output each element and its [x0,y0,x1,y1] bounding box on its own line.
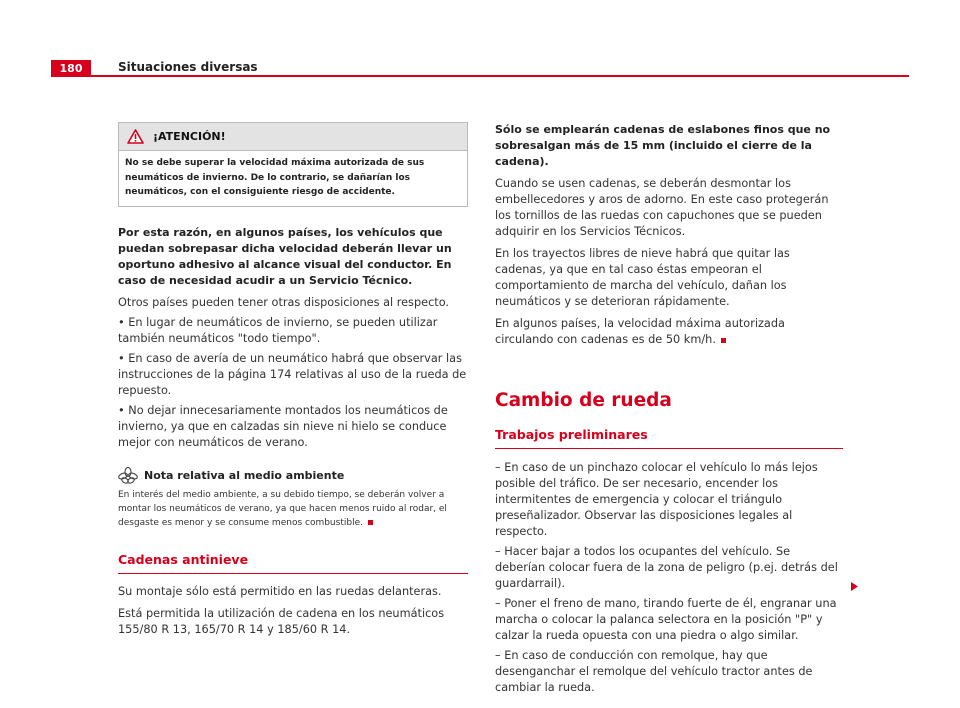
preliminary-heading-rule [495,448,843,449]
end-marker-icon [721,338,726,343]
next-page-arrow-icon [850,577,859,596]
warning-header [119,123,467,151]
step-puncture: – En caso de un pinchazo colocar el vehículo lo más lejos posible del tráfico. De ser necesario, encender los intermitentes de emergencia y colocar el triángulo preseñalizador. Observar las disposiciones legales al respecto. [495,461,818,538]
header-rule [51,75,909,77]
step-trailer: – En caso de conducción con remolque, hay que desenganchar el remolque del vehículo tractor antes de cambiar la rueda. [495,649,813,694]
eco-note-header [118,467,468,485]
bullet-summer-tyres: • No dejar innecesariamente montados los neumáticos de invierno, ya que en calzadas sin nieve ni hielo se conduce mejor con neumáticos de verano. [118,403,448,449]
fine-links-paragraph: Sólo se emplearán cadenas de eslabones finos que no sobresalgan más de 15 mm (incluido el cierre de la cadena). [495,123,831,168]
preliminary-heading-block [495,427,843,449]
chains-front-wheels: Su montaje sólo está permitido en las ruedas delanteras. [118,584,442,598]
chains-speed-text: En algunos países, la velocidad máxima autorizada circulando con cadenas es de 50 km/h. [495,317,785,346]
eco-note-body [118,488,468,530]
remove-chains-paragraph: En los trayectos libres de nieve habrá que quitar las cadenas, ya que en tal caso éstas empeoran el comportamiento de marcha del vehículo, dañan los neumáticos y se deterioran rápidamente. [495,247,790,308]
step-handbrake: – Poner el freno de mano, tirando fuerte de él, engranar una marcha o colocar la palanca selectora en la posición "P" y calzar la rueda opuesta con una piedra o algo similar. [495,597,837,642]
bullet-spare-wheel: • En caso de avería de un neumático habrá que observar las instrucciones de la página 174 relativas al uso de la rueda de repuesto. [118,351,467,397]
eco-note-title: Nota relativa al medio ambiente [144,469,345,482]
chains-speed-paragraph [495,316,843,348]
warning-body: No se debe superar la velocidad máxima autorizada de sus neumáticos de invierno. De lo contrario, se dañarían los neumáticos, con el consiguiente riesgo de accidente. [125,158,425,197]
chains-tyre-sizes: Está permitida la utilización de cadena en los neumáticos 155/80 R 13, 165/70 R 14 y 185/60 R 14. [118,606,445,636]
section-title: Situaciones diversas [118,60,258,74]
hubcaps-paragraph: Cuando se usen cadenas, se deberán desmontar los embellecedores y aros de adorno. En este caso protegerán los tornillos de las ruedas con capuchones que se pueden adquirir en los Servicios Técnicos. [495,177,829,238]
bullet-all-season: • En lugar de neumáticos de invierno, se pueden utilizar también neumáticos "todo tiempo". [118,315,438,345]
preliminary-heading: Trabajos preliminares [495,427,648,442]
page-number: 180 [51,60,91,77]
chains-heading-block [118,552,468,574]
chains-heading: Cadenas antinieve [118,551,249,567]
warning-triangle-icon [127,129,144,144]
chains-heading-rule [118,573,468,574]
eco-note-text: En interés del medio ambiente, a su debido tiempo, se deberán volver a montar los neumáticos de verano, ya que hacen menos ruido al rodar, el desgaste es menor y se consume menos combustible. [118,489,447,528]
warning-title: ¡ATENCIÓN! [153,130,226,143]
warning-box [118,122,468,207]
other-countries-paragraph: Otros países pueden tener otras disposiciones al respecto. [118,295,450,309]
right-column [495,122,843,696]
adhesive-paragraph: Por esta razón, en algunos países, los vehículos que puedan sobrepasar dicha velocidad deberán llevar un oportuno adhesivo al alcance visual del conductor. En caso de necesidad acudir a un Servicio Técnico. [118,225,452,287]
left-column [118,122,468,638]
leaf-icon [118,467,138,485]
wheel-change-heading: Cambio de rueda [495,390,672,411]
step-occupants: – Hacer bajar a todos los ocupantes del vehículo. Se deberían colocar fuera de la zona de peligro (p.ej. detrás del guardarrail). [495,545,838,590]
end-marker-icon [368,520,373,525]
